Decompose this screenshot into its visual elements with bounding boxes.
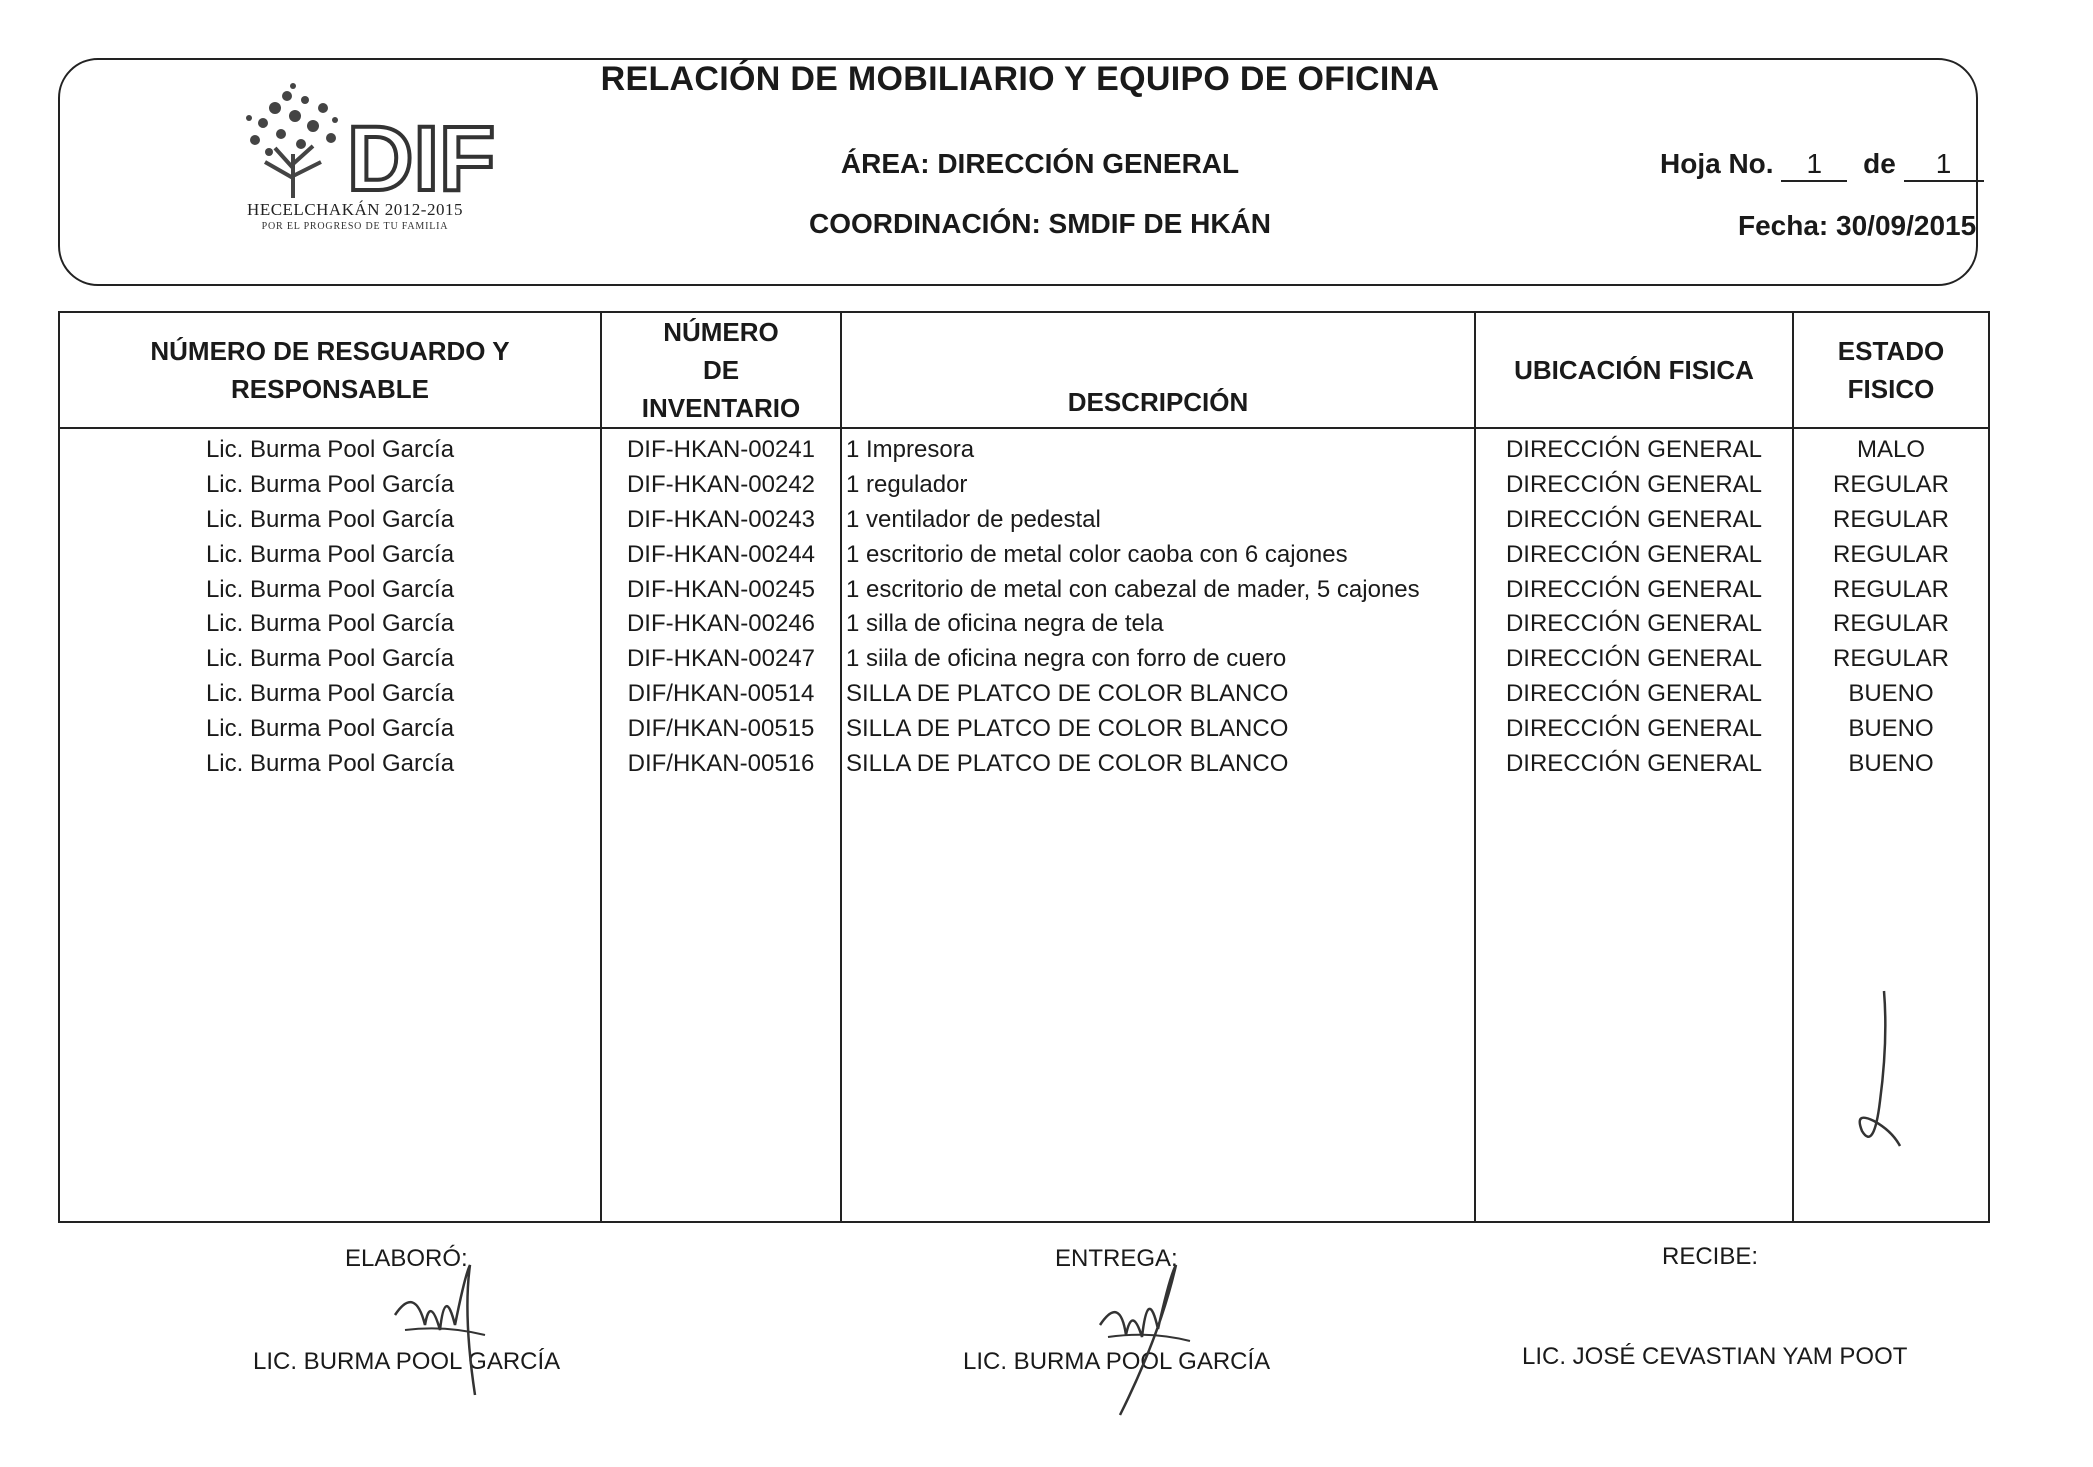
cell-estado: REGULAR bbox=[1793, 468, 1989, 503]
empty-cell bbox=[1793, 781, 1989, 1222]
cell-responsable: Lic. Burma Pool García bbox=[59, 572, 601, 607]
table-empty-space bbox=[59, 781, 1989, 1222]
cell-inventario: DIF-HKAN-00242 bbox=[601, 468, 841, 503]
cell-descripcion: 1 silla de oficina negra de tela bbox=[841, 607, 1475, 642]
table-row bbox=[59, 746, 1989, 781]
cell-ubicacion: DIRECCIÓN GENERAL bbox=[1475, 572, 1793, 607]
recibe-name: LIC. JOSÉ CEVASTIAN YAM POOT bbox=[1522, 1343, 1908, 1370]
cell-ubicacion: DIRECCIÓN GENERAL bbox=[1475, 746, 1793, 781]
hoja-label: Hoja No. bbox=[1660, 148, 1774, 179]
table-row bbox=[59, 537, 1989, 572]
cell-responsable: Lic. Burma Pool García bbox=[59, 677, 601, 712]
cell-ubicacion: DIRECCIÓN GENERAL bbox=[1475, 468, 1793, 503]
table-row bbox=[59, 503, 1989, 538]
elaboro-signature bbox=[385, 1255, 515, 1405]
cell-descripcion: SILLA DE PLATCO DE COLOR BLANCO bbox=[841, 711, 1475, 746]
cell-ubicacion: DIRECCIÓN GENERAL bbox=[1475, 711, 1793, 746]
cell-inventario: DIF-HKAN-00244 bbox=[601, 537, 841, 572]
cell-inventario: DIF/HKAN-00515 bbox=[601, 711, 841, 746]
cell-inventario: DIF-HKAN-00241 bbox=[601, 428, 841, 468]
cell-descripcion: 1 regulador bbox=[841, 468, 1475, 503]
cell-ubicacion: DIRECCIÓN GENERAL bbox=[1475, 642, 1793, 677]
empty-cell bbox=[1475, 781, 1793, 1222]
date-label: Fecha: 30/09/2015 bbox=[1738, 210, 1977, 241]
elaboro-label: ELABORÓ: bbox=[345, 1245, 468, 1272]
table-header-row bbox=[59, 312, 1989, 428]
cell-estado: REGULAR bbox=[1793, 537, 1989, 572]
table-row bbox=[59, 607, 1989, 642]
cell-estado: BUENO bbox=[1793, 746, 1989, 781]
table-row bbox=[59, 642, 1989, 677]
logo-motto: POR EL PROGRESO DE TU FAMILIA bbox=[261, 221, 449, 232]
cell-descripcion: 1 ventilador de pedestal bbox=[841, 503, 1475, 538]
header-descripcion: DESCRIPCIÓN bbox=[841, 312, 1475, 428]
cell-estado: REGULAR bbox=[1793, 572, 1989, 607]
cell-estado: BUENO bbox=[1793, 677, 1989, 712]
empty-cell bbox=[841, 781, 1475, 1222]
table-row bbox=[59, 468, 1989, 503]
cell-inventario: DIF-HKAN-00245 bbox=[601, 572, 841, 607]
cell-estado: MALO bbox=[1793, 428, 1989, 468]
entrega-name: LIC. BURMA POOL GARCÍA bbox=[963, 1348, 1271, 1375]
entrega-label: ENTREGA: bbox=[1055, 1245, 1178, 1272]
elaboro-name: LIC. BURMA POOL GARCÍA bbox=[253, 1348, 561, 1375]
dif-logo bbox=[235, 78, 496, 238]
sheet-number bbox=[1660, 148, 1984, 182]
cell-descripcion: SILLA DE PLATCO DE COLOR BLANCO bbox=[841, 746, 1475, 781]
cell-responsable: Lic. Burma Pool García bbox=[59, 711, 601, 746]
empty-cell bbox=[59, 781, 601, 1222]
header-responsable: NÚMERO DE RESGUARDO Y RESPONSABLE bbox=[59, 312, 601, 428]
cell-estado: REGULAR bbox=[1793, 642, 1989, 677]
table-row bbox=[59, 677, 1989, 712]
cell-responsable: Lic. Burma Pool García bbox=[59, 468, 601, 503]
area-label: ÁREA: DIRECCIÓN GENERAL bbox=[840, 148, 1240, 179]
logo-text: DIF bbox=[347, 108, 496, 210]
table-row bbox=[59, 572, 1989, 607]
cell-inventario: DIF-HKAN-00243 bbox=[601, 503, 841, 538]
cell-responsable: Lic. Burma Pool García bbox=[59, 503, 601, 538]
header-estado bbox=[1793, 312, 1989, 428]
cell-inventario: DIF-HKAN-00246 bbox=[601, 607, 841, 642]
cell-ubicacion: DIRECCIÓN GENERAL bbox=[1475, 537, 1793, 572]
header-inventario-line2: DE bbox=[702, 355, 740, 385]
cell-ubicacion: DIRECCIÓN GENERAL bbox=[1475, 607, 1793, 642]
cell-responsable: Lic. Burma Pool García bbox=[59, 642, 601, 677]
hoja-total: 1 bbox=[1904, 148, 1984, 182]
header-inventario-line1: NÚMERO bbox=[663, 317, 779, 347]
header-inventario bbox=[601, 312, 841, 428]
table-row bbox=[59, 428, 1989, 468]
cell-descripcion: 1 Impresora bbox=[841, 428, 1475, 468]
de-label: de bbox=[1863, 148, 1896, 179]
header-estado-line2: FISICO bbox=[1847, 374, 1935, 404]
cell-responsable: Lic. Burma Pool García bbox=[59, 428, 601, 468]
cell-descripcion: 1 escritorio de metal con cabezal de mader, 5 cajones bbox=[841, 572, 1475, 607]
cell-inventario: DIF/HKAN-00514 bbox=[601, 677, 841, 712]
coordinacion-label: COORDINACIÓN: SMDIF DE HKÁN bbox=[809, 208, 1271, 239]
header-inventario-line3: INVENTARIO bbox=[641, 393, 801, 423]
cell-inventario: DIF-HKAN-00247 bbox=[601, 642, 841, 677]
entrega-signature bbox=[1090, 1255, 1220, 1425]
logo-org: HECELCHAKÁN 2012-2015 bbox=[247, 200, 463, 219]
cell-ubicacion: DIRECCIÓN GENERAL bbox=[1475, 503, 1793, 538]
cell-descripcion: 1 escritorio de metal color caoba con 6 cajones bbox=[841, 537, 1475, 572]
empty-cell bbox=[601, 781, 841, 1222]
cell-responsable: Lic. Burma Pool García bbox=[59, 746, 601, 781]
cell-estado: BUENO bbox=[1793, 711, 1989, 746]
cell-descripcion: 1 siila de oficina negra con forro de cuero bbox=[841, 642, 1475, 677]
cell-ubicacion: DIRECCIÓN GENERAL bbox=[1475, 677, 1793, 712]
table-row bbox=[59, 711, 1989, 746]
cell-responsable: Lic. Burma Pool García bbox=[59, 607, 601, 642]
document-title: RELACIÓN DE MOBILIARIO Y EQUIPO DE OFICINA bbox=[600, 60, 1440, 98]
cell-estado: REGULAR bbox=[1793, 607, 1989, 642]
recibe-label: RECIBE: bbox=[1662, 1243, 1759, 1270]
header-estado-line1: ESTADO bbox=[1837, 336, 1945, 366]
hoja-num: 1 bbox=[1781, 148, 1847, 182]
cell-estado: REGULAR bbox=[1793, 503, 1989, 538]
cell-inventario: DIF/HKAN-00516 bbox=[601, 746, 841, 781]
cell-ubicacion: DIRECCIÓN GENERAL bbox=[1475, 428, 1793, 468]
initials-signature bbox=[1834, 981, 1934, 1181]
cell-descripcion: SILLA DE PLATCO DE COLOR BLANCO bbox=[841, 677, 1475, 712]
header-ubicacion: UBICACIÓN FISICA bbox=[1475, 312, 1793, 428]
cell-responsable: Lic. Burma Pool García bbox=[59, 537, 601, 572]
inventory-table bbox=[58, 311, 1990, 1223]
